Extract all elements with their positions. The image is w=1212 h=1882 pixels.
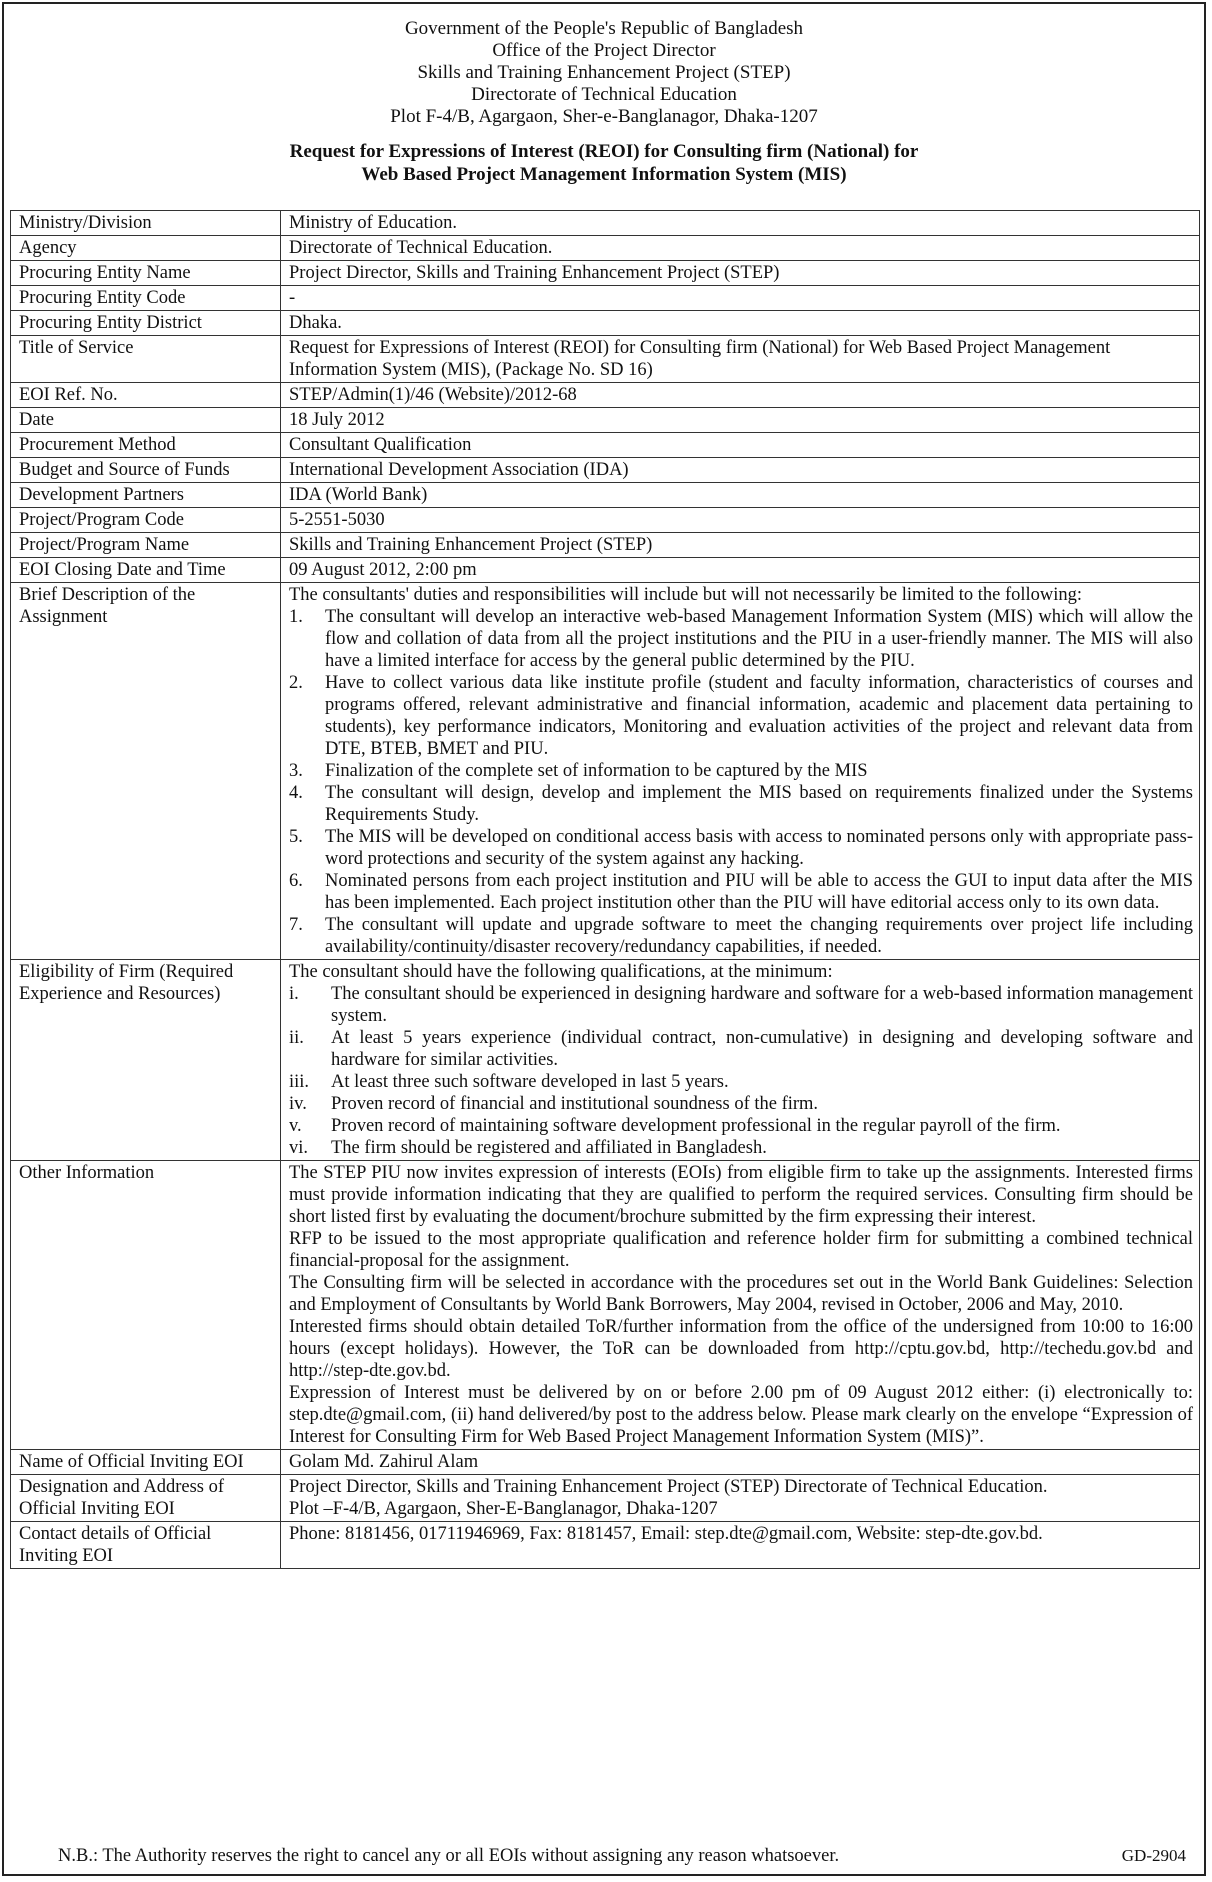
- row-label: EOI Closing Date and Time: [11, 558, 281, 583]
- row-label: Development Partners: [11, 483, 281, 508]
- row-label: Procurement Method: [11, 433, 281, 458]
- table-row: [11, 533, 1200, 558]
- table-row: [11, 483, 1200, 508]
- row-value: [281, 1475, 1200, 1522]
- list-text: Nominated persons from each project institution and PIU will be able to access the GUI to input data after the MIS has been implemented. Each project institution other than the PIU will have editorial access only to its own data.: [325, 871, 1193, 913]
- letterhead-line: Skills and Training Enhancement Project (STEP): [417, 62, 791, 83]
- list-text: At least three such software developed in last 5 years.: [331, 1072, 729, 1092]
- brief-list: [289, 606, 1193, 958]
- table-row: [11, 458, 1200, 483]
- list-number: 6.: [289, 871, 303, 891]
- list-item: [289, 870, 1193, 914]
- notice-title-line: Web Based Project Management Information System (MIS): [361, 164, 847, 185]
- list-text: Proven record of maintaining software development professional in the regular payroll of the firm.: [331, 1116, 1061, 1136]
- table-row: [11, 508, 1200, 533]
- footer-note: N.B.: The Authority reserves the right to cancel any or all EOIs without assigning any reason whatsoever.: [58, 1846, 840, 1866]
- list-item: [289, 1115, 1193, 1137]
- list-text: Proven record of financial and institutional soundness of the firm.: [331, 1094, 819, 1114]
- row-value: Skills and Training Enhancement Project (STEP): [281, 533, 1200, 558]
- list-item: [289, 606, 1193, 672]
- list-number: 1.: [289, 607, 303, 627]
- row-value: Directorate of Technical Education.: [281, 236, 1200, 261]
- row-label: Other Information: [11, 1161, 281, 1450]
- table-row-brief-description: [11, 583, 1200, 960]
- row-label: EOI Ref. No.: [11, 383, 281, 408]
- other-paragraph: Interested firms should obtain detailed ToR/further information from the office of the undersigned from 10:00 to 16:00 hours (except holidays). However, the ToR can be downloaded from http://cptu.gov.bd, http://techedu.gov.bd and http://step-dte.gov.bd.: [289, 1317, 1193, 1381]
- table-row-eligibility: [11, 960, 1200, 1161]
- row-label: Date: [11, 408, 281, 433]
- table-row-other-information: [11, 1161, 1200, 1450]
- row-value: 18 July 2012: [281, 408, 1200, 433]
- row-value: [281, 1161, 1200, 1450]
- row-value: Golam Md. Zahirul Alam: [281, 1450, 1200, 1475]
- list-text: The MIS will be developed on conditional access basis with access to nominated persons only with appropriate pass-word protections and security of the system against any hacking.: [325, 827, 1193, 869]
- table-row: [11, 1475, 1200, 1522]
- other-paragraph: The STEP PIU now invites expression of interests (EOIs) from eligible firm to take up the assignments. Interested firms must provide information indicating that they are qualified to perform the required services. Consulting firm should be short listed first by evaluating the document/brochure submitted by the firm expressing their interest.: [289, 1163, 1193, 1227]
- row-value: Consultant Qualification: [281, 433, 1200, 458]
- row-value: IDA (World Bank): [281, 483, 1200, 508]
- list-number: iv.: [289, 1094, 307, 1114]
- address-line: Plot –F-4/B, Agargaon, Sher-E-Banglanagor, Dhaka-1207: [289, 1499, 718, 1519]
- letterhead-line: Government of the People's Republic of Bangladesh: [404, 18, 804, 39]
- row-label: Brief Description of the Assignment: [11, 583, 281, 960]
- list-item: [289, 983, 1193, 1027]
- table-row: [11, 558, 1200, 583]
- table-row: [11, 261, 1200, 286]
- row-value: [281, 960, 1200, 1161]
- row-value: [281, 583, 1200, 960]
- letterhead-line: Plot F-4/B, Agargaon, Sher-e-Banglanagor, Dhaka-1207: [390, 106, 818, 127]
- row-label: Project/Program Name: [11, 533, 281, 558]
- list-item: [289, 826, 1193, 870]
- table-row: [11, 236, 1200, 261]
- table-row: [11, 383, 1200, 408]
- list-number: 5.: [289, 827, 303, 847]
- other-paragraph: RFP to be issued to the most appropriate qualification and reference holder firm for submitting a combined technical financial-proposal for the assignment.: [289, 1229, 1193, 1271]
- list-item: [289, 1137, 1193, 1159]
- notice-title-line: Request for Expressions of Interest (REOI) for Consulting firm (National) for: [289, 141, 919, 162]
- list-item: [289, 672, 1193, 760]
- footer-code: GD-2904: [1121, 1846, 1186, 1865]
- row-label: Ministry/Division: [11, 211, 281, 236]
- list-number: iii.: [289, 1072, 310, 1092]
- other-paragraph: Expression of Interest must be delivered by on or before 2.00 pm of 09 August 2012 either: (i) electronically to: step.dte@gmail.com, (ii) hand delivered/by post to the address below. Please mark clearly on the envelope “Expression of Interest for Consulting Firm for Web Based Project Management Information System (MIS)”.: [289, 1383, 1193, 1447]
- list-item: [289, 1071, 1193, 1093]
- table-row: [11, 286, 1200, 311]
- list-number: 7.: [289, 915, 303, 935]
- list-text: The firm should be registered and affiliated in Bangladesh.: [331, 1138, 767, 1158]
- table-row: [11, 1450, 1200, 1475]
- letterhead-line: Directorate of Technical Education: [471, 84, 737, 105]
- list-item: [289, 1027, 1193, 1071]
- table-row: [11, 311, 1200, 336]
- row-label: Procuring Entity Code: [11, 286, 281, 311]
- table-row: [11, 433, 1200, 458]
- list-text: The consultant will develop an interactive web-based Management Information System (MIS) which will allow the flow and collation of data from all the project institutions and the PIU in a user-friendly manner. The MIS will also have a limited interface for access by the general public determined by the PIU.: [325, 607, 1193, 671]
- list-number: vi.: [289, 1138, 309, 1158]
- list-text: The consultant will update and upgrade software to meet the changing requirements over project life including availability/continuity/disaster recovery/redundancy capabilities, if needed.: [325, 915, 1193, 957]
- eligibility-list: [289, 983, 1193, 1159]
- other-paragraph: The Consulting firm will be selected in accordance with the procedures set out in the World Bank Guidelines: Selection and Employment of Consultants by World Bank Borrowers, May 2004, revised in October, 2006 and May, 2010.: [289, 1273, 1193, 1315]
- list-text: At least 5 years experience (individual contract, non-cumulative) in designing and developing software and hardware for similar activities.: [331, 1028, 1193, 1070]
- notice-title: [4, 140, 1204, 186]
- row-label: Agency: [11, 236, 281, 261]
- row-value: Project Director, Skills and Training Enhancement Project (STEP): [281, 261, 1200, 286]
- row-label: Procuring Entity Name: [11, 261, 281, 286]
- row-value: Dhaka.: [281, 311, 1200, 336]
- list-text: Have to collect various data like institute profile (student and faculty information, characteristics of courses and programs offered, relevant administrative and financial information, academic and placement data pertaining to students), key performance indicators, Monitoring and evaluation activities of the project and relevant data from DTE, BTEB, BMET and PIU.: [325, 673, 1193, 759]
- row-value: Ministry of Education.: [281, 211, 1200, 236]
- list-text: The consultant will design, develop and implement the MIS based on requirements finalized under the Systems Requirements Study.: [325, 783, 1193, 825]
- eligibility-intro: The consultant should have the following qualifications, at the minimum:: [289, 962, 833, 982]
- row-value: 5-2551-5030: [281, 508, 1200, 533]
- list-item: [289, 1093, 1193, 1115]
- list-number: 3.: [289, 761, 303, 781]
- table-row: [11, 211, 1200, 236]
- list-text: Finalization of the complete set of information to be captured by the MIS: [325, 761, 868, 781]
- row-value: Phone: 8181456, 01711946969, Fax: 8181457, Email: step.dte@gmail.com, Website: step-dte.gov.bd.: [281, 1522, 1200, 1569]
- list-number: i.: [289, 984, 299, 1004]
- list-text: The consultant should be experienced in designing hardware and software for a web-based information management system.: [331, 984, 1194, 1026]
- row-label: Title of Service: [11, 336, 281, 383]
- list-number: v.: [289, 1116, 302, 1136]
- row-value: International Development Association (IDA): [281, 458, 1200, 483]
- row-label: Procuring Entity District: [11, 311, 281, 336]
- list-number: 4.: [289, 783, 303, 803]
- table-row: [11, 1522, 1200, 1569]
- list-item: [289, 914, 1193, 958]
- notice-page: [2, 2, 1206, 1876]
- list-number: ii.: [289, 1028, 304, 1048]
- row-value: -: [281, 286, 1200, 311]
- list-number: 2.: [289, 673, 303, 693]
- row-label: Budget and Source of Funds: [11, 458, 281, 483]
- row-value: STEP/Admin(1)/46 (Website)/2012-68: [281, 383, 1200, 408]
- table-row: [11, 408, 1200, 433]
- row-value: 09 August 2012, 2:00 pm: [281, 558, 1200, 583]
- letterhead: [4, 4, 1204, 128]
- letterhead-line: Office of the Project Director: [492, 40, 716, 61]
- table-row: [11, 336, 1200, 383]
- row-label: Eligibility of Firm (Required Experience and Resources): [11, 960, 281, 1161]
- list-item: [289, 760, 1193, 782]
- row-label: Project/Program Code: [11, 508, 281, 533]
- list-item: [289, 782, 1193, 826]
- row-label: Designation and Address of Official Inviting EOI: [11, 1475, 281, 1522]
- designation-line: Project Director, Skills and Training Enhancement Project (STEP) Directorate of Technical Education.: [289, 1477, 1048, 1497]
- brief-intro: The consultants' duties and responsibilities will include but will not necessarily be limited to the following:: [289, 585, 1083, 605]
- row-value: Request for Expressions of Interest (REOI) for Consulting firm (National) for Web Based Project Management Information System (MIS), (Package No. SD 16): [281, 336, 1200, 383]
- row-label: Name of Official Inviting EOI: [11, 1450, 281, 1475]
- row-label: Contact details of Official Inviting EOI: [11, 1522, 281, 1569]
- eoi-details-table: [10, 210, 1200, 1569]
